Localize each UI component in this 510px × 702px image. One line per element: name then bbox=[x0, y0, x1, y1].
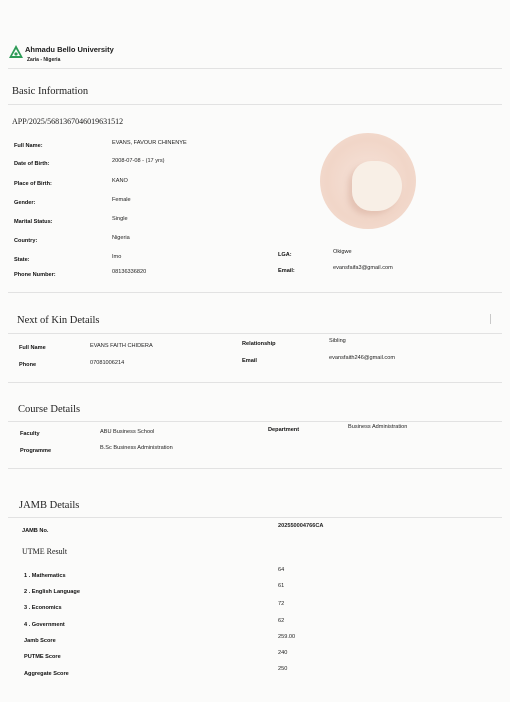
university-logo bbox=[8, 44, 24, 65]
phone-value: 08136336820 bbox=[112, 269, 147, 275]
jamb-score-label: Jamb Score bbox=[24, 638, 56, 644]
programme-value: B.Sc Business Administration bbox=[100, 445, 173, 451]
subject-label: 1 . Mathematics bbox=[24, 573, 66, 579]
kin-email-value: evansfaith246@gmail.com bbox=[329, 355, 395, 361]
subject-score: 62 bbox=[278, 618, 285, 624]
jamb-no-value: 202550004766CA bbox=[278, 523, 324, 529]
kin-email-label: Email bbox=[242, 358, 257, 364]
lga-value: Okigwe bbox=[333, 249, 352, 255]
subject-label: 3 . Economics bbox=[24, 605, 62, 611]
university-location: Zaria - Nigeria bbox=[27, 57, 61, 63]
divider bbox=[8, 382, 502, 383]
section-title-kin: Next of Kin Details bbox=[17, 315, 100, 326]
putme-score-value: 240 bbox=[278, 650, 288, 656]
university-name: Ahmadu Bello University bbox=[25, 45, 114, 54]
section-title-basic: Basic Information bbox=[12, 86, 89, 97]
faculty-label: Faculty bbox=[20, 431, 40, 437]
subject-score: 64 bbox=[278, 567, 285, 573]
divider bbox=[8, 104, 502, 105]
aggregate-score-label: Aggregate Score bbox=[24, 671, 69, 677]
subject-score: 61 bbox=[278, 583, 285, 589]
email-value: evansfaifa3@gmail.com bbox=[333, 265, 393, 271]
applicant-photo bbox=[320, 133, 416, 229]
pob-value: KANO bbox=[112, 178, 128, 184]
country-label: Country: bbox=[14, 238, 38, 244]
divider bbox=[8, 517, 502, 518]
department-label: Department bbox=[268, 427, 300, 433]
faculty-value: ABU Business School bbox=[100, 429, 155, 435]
application-number: APP/2025/5681367046019631512 bbox=[12, 117, 124, 126]
utme-result-title: UTME Result bbox=[22, 547, 68, 556]
kin-relationship-value: Sibling bbox=[329, 338, 346, 344]
dob-value: 2008-07-08 - (17 yrs) bbox=[112, 158, 165, 164]
gender-value: Female bbox=[112, 197, 131, 203]
marital-value: Single bbox=[112, 216, 128, 222]
email-label: Email: bbox=[278, 268, 295, 274]
dob-label: Date of Birth: bbox=[14, 161, 50, 167]
department-value: Business Administration bbox=[348, 424, 408, 430]
subject-label: 4 . Government bbox=[24, 622, 65, 628]
state-value: Imo bbox=[112, 254, 122, 260]
aggregate-score-value: 250 bbox=[278, 666, 288, 672]
phone-label: Phone Number: bbox=[14, 272, 56, 278]
divider bbox=[8, 421, 502, 422]
state-label: State: bbox=[14, 257, 30, 263]
edge-mark bbox=[490, 314, 491, 324]
header-divider bbox=[8, 68, 502, 69]
country-value: Nigeria bbox=[112, 235, 130, 241]
putme-score-label: PUTME Score bbox=[24, 654, 61, 660]
jamb-score-value: 259.00 bbox=[278, 634, 296, 640]
pob-label: Place of Birth: bbox=[14, 181, 52, 187]
kin-phone-value: 07081006214 bbox=[90, 360, 125, 366]
kin-name-value: EVANS FAITH CHIDERA bbox=[90, 343, 153, 349]
kin-phone-label: Phone bbox=[19, 362, 37, 368]
programme-label: Programme bbox=[20, 448, 52, 454]
kin-name-label: Full Name bbox=[19, 345, 46, 351]
subject-score: 72 bbox=[278, 601, 285, 607]
jamb-no-label: JAMB No. bbox=[22, 528, 49, 534]
kin-relationship-label: Relationship bbox=[242, 341, 276, 347]
full-name-value: EVANS, FAVOUR CHINENYE bbox=[112, 140, 187, 146]
marital-label: Marital Status: bbox=[14, 219, 53, 225]
section-title-jamb: JAMB Details bbox=[19, 500, 80, 511]
divider bbox=[8, 468, 502, 469]
divider bbox=[8, 333, 502, 334]
subject-label: 2 . English Language bbox=[24, 589, 80, 595]
full-name-label: Full Name: bbox=[14, 143, 43, 149]
divider bbox=[8, 292, 502, 293]
lga-label: LGA: bbox=[278, 252, 292, 258]
section-title-course: Course Details bbox=[18, 404, 81, 415]
gender-label: Gender: bbox=[14, 200, 36, 206]
